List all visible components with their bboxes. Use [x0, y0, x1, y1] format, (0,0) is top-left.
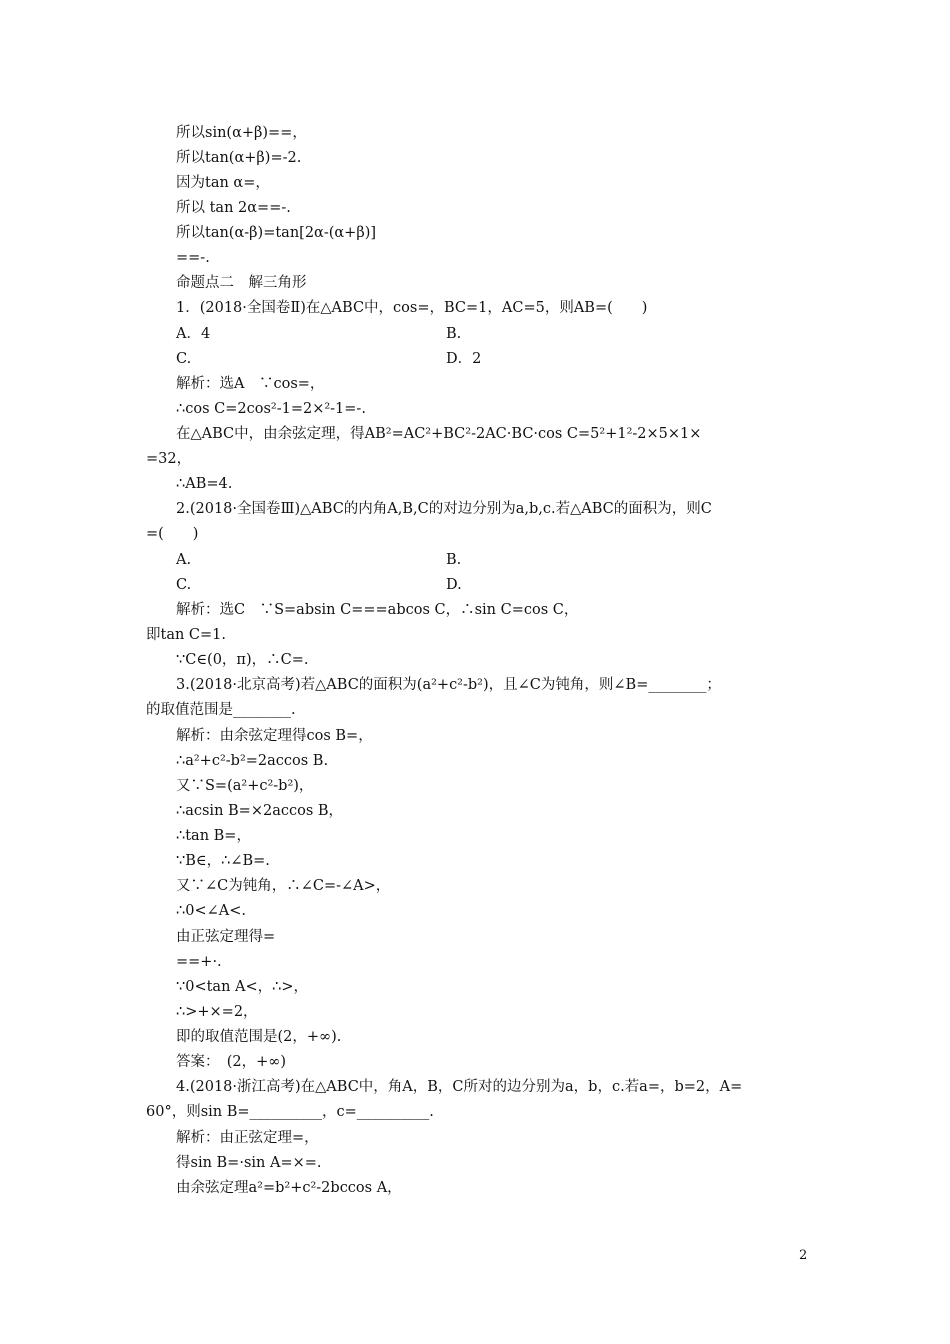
- option-a: A．4: [176, 326, 211, 342]
- text-line: ∴tan B=，: [176, 828, 251, 844]
- option-b: B.: [446, 326, 462, 342]
- text-line: 所以tan(α+β)=-2.: [176, 150, 302, 166]
- option-a: A.: [176, 552, 192, 568]
- option-c: C.: [176, 351, 192, 367]
- text-line: 解析：选A ∵cos=，: [176, 376, 325, 392]
- text-line: 即tan C=1.: [146, 627, 226, 643]
- text-line: 在△ABC中，由余弦定理，得AB²=AC²+BC²-2AC·BC·cos C=5²+1²-2×5×1×: [176, 426, 702, 442]
- question-4: 4.(2018·浙江高考)在△ABC中，角A，B，C所对的边分别为a，b，c.若a=，b=2，A=: [176, 1079, 743, 1095]
- text-line: 由正弦定理得=: [176, 929, 276, 945]
- text-line: 解析：由正弦定理=，: [176, 1130, 319, 1146]
- text-line: 解析：选C ∵S=absin C===abcos C，∴sin C=cos C，: [176, 602, 579, 618]
- text-line: ∴a²+c²-b²=2accos B.: [176, 753, 329, 769]
- text-line: 得sin B=·sin A=×=.: [176, 1155, 322, 1171]
- text-line: ∴>+×=2，: [176, 1004, 258, 1020]
- text-line: ==+·.: [176, 954, 222, 970]
- text-line: 又∵∠C为钝角，∴∠C=-∠A>，: [176, 878, 391, 894]
- text-line: =( ): [146, 526, 199, 542]
- option-d: D．2: [446, 351, 482, 367]
- question-3: 3.(2018·北京高考)若△ABC的面积为(a²+c²-b²)，且∠C为钝角，则∠B=________；: [176, 677, 721, 693]
- option-b: B.: [446, 552, 462, 568]
- text-line: 因为tan α=，: [176, 175, 270, 191]
- text-line: ∴AB=4.: [176, 476, 233, 492]
- page-number: 2: [799, 1248, 808, 1263]
- text-line: ==-.: [176, 250, 210, 266]
- question-2: 2.(2018·全国卷Ⅲ)△ABC的内角A,B,C的对边分别为a,b,c.若△ABC的面积为，则C: [176, 501, 712, 517]
- text-line: 所以sin(α+β)==，: [176, 125, 307, 141]
- option-d: D.: [446, 577, 462, 593]
- text-line: 所以tan(α-β)=tan[2α-(α+β)]: [176, 225, 377, 241]
- text-line: ∴0<∠A<.: [176, 903, 246, 919]
- option-c: C.: [176, 577, 192, 593]
- text-line: 的取值范围是________.: [146, 702, 296, 718]
- text-line: ∴acsin B=×2accos B，: [176, 803, 344, 819]
- answer-line: 答案： (2，+∞): [176, 1054, 287, 1070]
- text-line: 即的取值范围是(2，+∞).: [176, 1029, 342, 1045]
- text-line: 60°，则sin B=__________，c=__________.: [146, 1104, 434, 1120]
- text-line: 所以 tan 2α==-.: [176, 200, 291, 216]
- text-line: 解析：由余弦定理得cos B=，: [176, 728, 373, 744]
- section-heading: 命题点二 解三角形: [176, 275, 307, 291]
- text-line: ∵C∈(0，π)，∴C=.: [176, 652, 309, 668]
- question-1: 1．(2018·全国卷Ⅱ)在△ABC中，cos=，BC=1，AC=5，则AB=( ): [176, 300, 648, 316]
- text-line: =32，: [146, 451, 192, 467]
- text-line: ∴cos C=2cos²-1=2×²-1=-.: [176, 401, 366, 417]
- text-line: 由余弦定理a²=b²+c²-2bccos A，: [176, 1180, 402, 1196]
- text-line: ∵B∈，∴∠B=.: [176, 853, 270, 869]
- text-line: 又∵S=(a²+c²-b²)，: [176, 778, 314, 794]
- text-line: ∵0<tan A<，∴>，: [176, 979, 309, 995]
